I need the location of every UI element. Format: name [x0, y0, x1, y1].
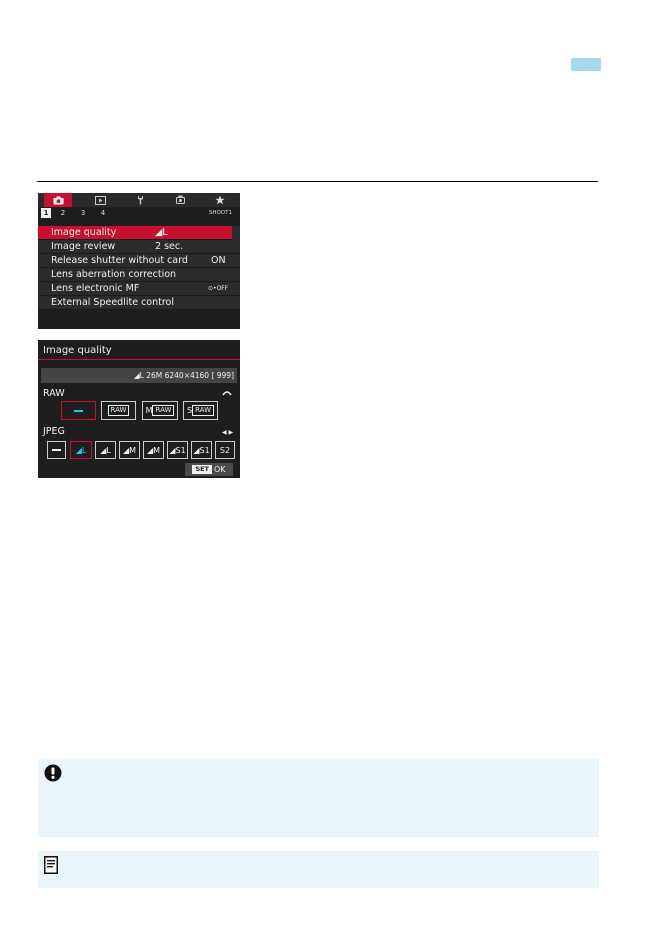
jpeg-prefix: ◢ — [75, 445, 82, 455]
menu-item-label: External Speedlite control — [51, 297, 175, 308]
tab-setup[interactable] — [126, 193, 154, 207]
page-4[interactable]: 4 — [100, 209, 106, 217]
playback-icon — [95, 196, 106, 205]
set-ok-button[interactable] — [185, 463, 233, 476]
jpeg-option-label: S1 — [175, 445, 186, 455]
page-2[interactable]: 2 — [60, 209, 66, 217]
chapter-tab-marker — [571, 58, 601, 71]
star-icon — [215, 195, 225, 205]
shooting-menu-screen — [38, 193, 240, 329]
menu-item-release-shutter[interactable] — [38, 254, 240, 268]
jpeg-prefix: ◢ — [169, 445, 176, 455]
raw-option-label: RAW — [192, 405, 214, 416]
caution-icon — [44, 764, 62, 782]
jpeg-option-label: M — [153, 445, 161, 455]
menu-item-lens-electronic-mf[interactable] — [38, 282, 240, 296]
menu-item-value: ◢L — [155, 227, 168, 238]
raw-option-label: RAW — [108, 405, 130, 416]
menu-page-row — [38, 207, 240, 219]
raw-option-label: RAW — [152, 405, 174, 416]
raw-prefix: S — [187, 406, 193, 415]
tab-playback[interactable] — [86, 193, 114, 207]
jpeg-option-label: M — [129, 445, 137, 455]
jpeg-option-normal-l[interactable] — [95, 441, 116, 459]
page-1[interactable]: 1 — [41, 208, 51, 218]
jpeg-option-none[interactable] — [47, 441, 66, 459]
jpeg-prefix: ◢ — [100, 445, 107, 455]
raw-option-none[interactable] — [61, 401, 96, 420]
title-underline — [38, 359, 240, 360]
menu-item-image-quality[interactable] — [38, 226, 240, 240]
jpeg-option-label: L — [106, 445, 111, 455]
jpeg-option-normal-s1[interactable] — [191, 441, 212, 459]
menu-item-value: ON — [211, 255, 226, 266]
jpeg-option-fine-l[interactable] — [70, 441, 92, 459]
menu-item-label: Lens electronic MF — [51, 283, 140, 294]
jpeg-option-label: S2 — [219, 445, 231, 455]
jpeg-option-fine-m[interactable] — [119, 441, 140, 459]
menu-item-label: Lens aberration correction — [51, 269, 177, 280]
wrench-icon — [136, 195, 145, 205]
tab-my-menu[interactable] — [206, 193, 234, 207]
custom-function-icon — [175, 195, 186, 205]
raw-option-mraw[interactable] — [142, 401, 178, 420]
none-dash-icon — [52, 449, 61, 451]
raw-label: RAW — [43, 388, 65, 399]
caution-box — [38, 759, 599, 837]
raw-option-sraw[interactable] — [183, 401, 218, 420]
jpeg-option-label: L — [81, 445, 87, 455]
camera-icon — [53, 196, 64, 205]
jpeg-prefix: ◢ — [193, 445, 200, 455]
image-quality-screen — [38, 340, 240, 478]
menu-item-label: Image quality — [51, 227, 117, 238]
raw-prefix: M — [145, 406, 153, 415]
menu-item-value: 2 sec. — [155, 241, 184, 252]
menu-item-image-review[interactable] — [38, 240, 240, 254]
menu-item-value: ⊙•OFF — [208, 285, 229, 292]
dial-arc-icon — [222, 390, 232, 396]
jpeg-option-fine-s1[interactable] — [167, 441, 188, 459]
jpeg-prefix: ◢ — [146, 445, 154, 455]
raw-option-raw[interactable] — [101, 401, 136, 420]
jpeg-option-normal-m[interactable] — [143, 441, 164, 459]
page-3[interactable]: 3 — [80, 209, 86, 217]
tab-shoot[interactable] — [44, 193, 72, 207]
note-box — [38, 851, 599, 888]
memo-icon — [44, 856, 58, 874]
left-right-arrows-icon: ◀ ▶ — [222, 429, 234, 436]
ok-label: OK — [214, 465, 226, 474]
set-label: SET — [192, 465, 212, 474]
menu-item-lens-aberration[interactable] — [38, 268, 240, 282]
menu-tab-bar — [38, 193, 240, 207]
none-dash-icon — [74, 410, 83, 412]
jpeg-option-label: S1 — [199, 445, 210, 455]
tab-custom-functions[interactable] — [166, 193, 194, 207]
jpeg-prefix: ◢ — [122, 445, 130, 455]
quality-info-bar: ◢L 26M 6240×4160 [ 999] — [41, 368, 237, 383]
page-label: SHOOT1 — [208, 210, 232, 216]
menu-item-label: Image review — [51, 241, 116, 252]
jpeg-option-s2[interactable] — [215, 441, 235, 459]
section-divider — [37, 181, 598, 182]
jpeg-label: JPEG — [43, 426, 65, 437]
screen-title: Image quality — [43, 345, 112, 356]
menu-item-external-speedlite[interactable] — [38, 296, 240, 310]
menu-item-label: Release shutter without card — [51, 255, 188, 266]
